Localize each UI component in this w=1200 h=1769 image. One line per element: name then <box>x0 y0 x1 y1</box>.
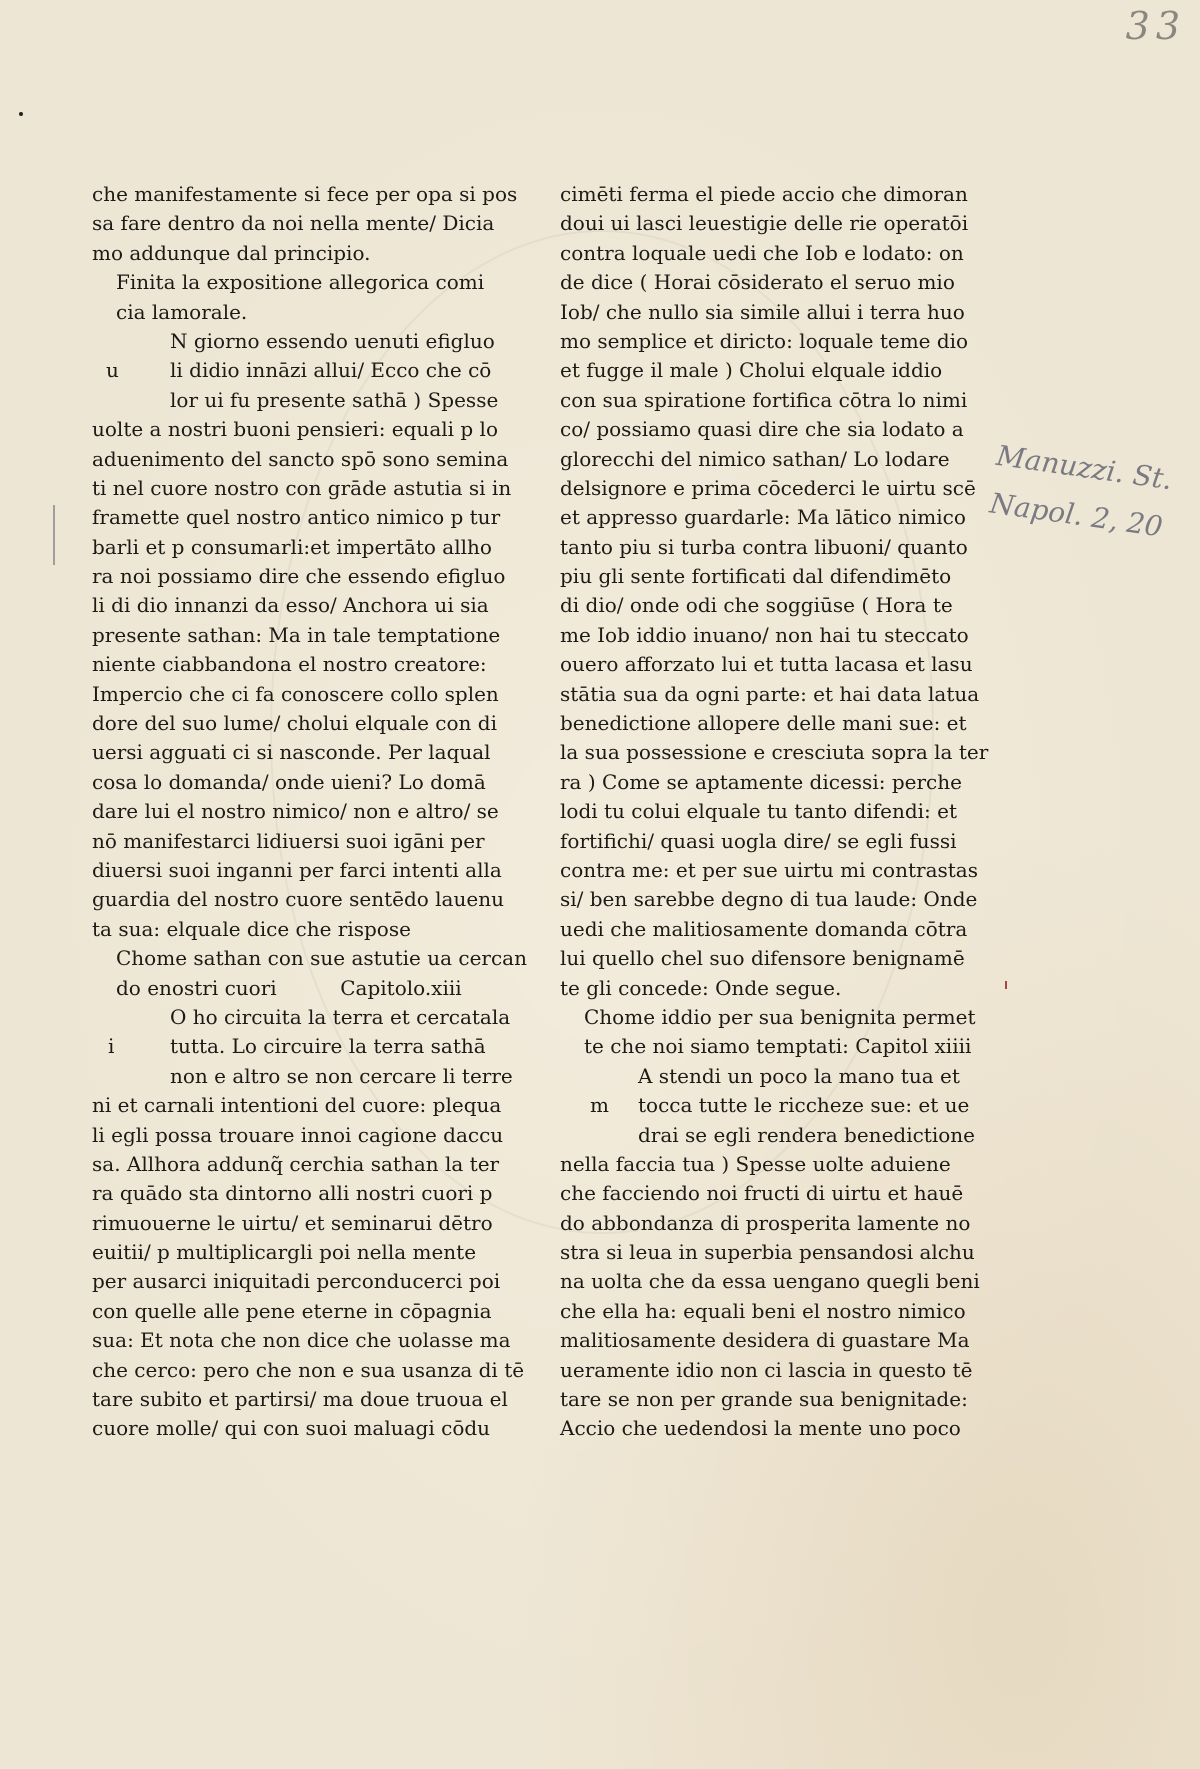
text-line: benedictione allopere delle mani sue: et <box>560 711 967 736</box>
text-line: mo addunque dal principio. <box>92 240 371 265</box>
text-line: lor ui fu presente sathā ) Spesse <box>170 387 499 412</box>
text-line: Iob/ che nullo sia simile allui i terra huo <box>560 299 965 324</box>
text-line: ra ) Come se aptamente dicessi: perche <box>560 769 962 794</box>
text-line: lui quello chel suo difensore benignamē <box>560 946 965 971</box>
text-line: te gli concede: Onde segue. <box>560 975 842 1000</box>
text-line-content: li didio innāzi allui/ Ecco che cō <box>170 358 492 383</box>
text-line: ni et carnali intentioni del cuore: plequa <box>92 1093 502 1118</box>
text-line: li di dio innanzi da esso/ Anchora ui sia <box>92 593 489 618</box>
text-line: sa fare dentro da noi nella mente/ Dicia <box>92 211 495 236</box>
text-line: che manifestamente si fece per opa si pos <box>92 182 518 206</box>
text-line: di dio/ onde odi che soggiūse ( Hora te <box>560 593 953 618</box>
text-line: de dice ( Horai cōsiderato el seruo mio <box>560 270 955 295</box>
text-line: ta sua: elquale dice che rispose <box>92 916 411 941</box>
text-line: lodi tu colui elquale tu tanto difendi: et <box>560 799 958 824</box>
initial-guide-letter: i <box>108 1034 115 1059</box>
text-line: rimuouerne le uirtu/ et seminarui dētro <box>92 1210 493 1235</box>
text-line: non e altro se non cercare li terre <box>170 1063 513 1088</box>
text-line: uolte a nostri buoni pensieri: equali p lo <box>92 417 498 442</box>
text-line: la sua possessione e cresciuta sopra la ter <box>560 740 989 765</box>
text-line: euitii/ p multiplicargli poi nella mente <box>92 1240 477 1265</box>
text-line: piu gli sente fortificati dal difendimēto <box>560 564 952 589</box>
text-line: tare subito et partirsi/ ma doue truoua el <box>92 1387 508 1412</box>
text-line: N giorno essendo uenuti efigluo <box>170 328 495 353</box>
text-line: framette quel nostro antico nimico p tur <box>92 505 501 530</box>
text-line <box>560 1091 990 1120</box>
text-line: et appresso guardarle: Ma lātico nimico <box>560 505 966 530</box>
text-line: stātia sua da ogni parte: et hai data latua <box>560 681 980 706</box>
text-line: glorecchi del nimico sathan/ Lo lodare <box>560 446 950 471</box>
text-line: cimēti ferma el piede accio che dimoran <box>560 182 968 206</box>
text-line: stra si leua in superbia pensandosi alchu <box>560 1240 975 1265</box>
text-line: sa. Allhora addunq̃ cerchia sathan la ter <box>92 1151 500 1176</box>
text-line: cuore molle/ qui con suoi maluagi cōdu <box>92 1416 491 1441</box>
marginal-note-line: Manuzzi. St. <box>994 438 1175 497</box>
ink-dot <box>19 112 23 116</box>
text-line: et fugge il male ) Cholui elquale iddio <box>560 358 943 383</box>
text-line: me Iob iddio inuano/ non hai tu steccato <box>560 622 969 647</box>
text-line: fortifichi/ quasi uogla dire/ se egli fussi <box>560 828 957 853</box>
text-line: O ho circuita la terra et cercatala <box>170 1004 511 1029</box>
initial-guide-letter: u <box>106 358 119 383</box>
text-line: con quelle alle pene eterne in cōpagnia <box>92 1298 492 1323</box>
chapter-heading: Chome sathan con sue astutie ua cercan <box>116 946 527 971</box>
text-line: niente ciabbandona el nostro creatore: <box>92 652 487 677</box>
section-heading: Finita la expositione allegorica comi <box>116 270 485 295</box>
text-line: dore del suo lume/ cholui elquale con di <box>92 711 497 736</box>
right-column <box>560 180 990 1444</box>
text-line: contra me: et per sue uirtu mi contrastas <box>560 857 978 882</box>
text-line: ra quādo sta dintorno alli nostri cuori p <box>92 1181 493 1206</box>
text-line: Accio che uedendosi la mente uno poco <box>560 1416 961 1441</box>
text-line: malitiosamente desidera di guastare Ma <box>560 1328 970 1353</box>
text-line: Impercio che ci fa conoscere collo splen <box>92 681 499 706</box>
marginal-note-line: Napol. 2, 20 <box>987 486 1165 544</box>
rubric-tick <box>1005 981 1013 989</box>
text-line: ueramente idio non ci lascia in questo tē <box>560 1357 973 1382</box>
text-line: sua: Et nota che non dice che uolasse ma <box>92 1328 511 1353</box>
section-heading: cia lamorale. <box>116 299 248 324</box>
text-line: con sua spiratione fortifica cōtra lo nimi <box>560 387 968 412</box>
text-line: co/ possiamo quasi dire che sia lodato a <box>560 417 964 442</box>
text-line: che facciendo noi fructi di uirtu et hauē <box>560 1181 964 1206</box>
chapter-heading: te che noi siamo temptati: Capitol xiiii <box>584 1034 972 1059</box>
text-line: cosa lo domanda/ onde uieni? Lo domā <box>92 769 486 794</box>
text-line-content: tutta. Lo circuire la terra sathā <box>170 1034 486 1059</box>
text-line: do abbondanza di prosperita lamente no <box>560 1210 971 1235</box>
text-line: uersi agguati ci si nasconde. Per laqual <box>92 740 491 765</box>
text-line: aduenimento del sancto spō sono semina <box>92 446 509 471</box>
initial-guide-letter: m <box>590 1093 609 1118</box>
text-line: per ausarci iniquitadi perconducerci poi <box>92 1269 501 1294</box>
text-line: ti nel cuore nostro con grāde astutia si in <box>92 475 512 500</box>
text-line: contra loquale uedi che Iob e lodato: on <box>560 240 964 265</box>
text-line-content: tocca tutte le riccheze sue: et ue <box>638 1093 970 1118</box>
text-line: nella faccia tua ) Spesse uolte aduiene <box>560 1151 951 1176</box>
chapter-heading: Chome iddio per sua benignita permet <box>584 1004 976 1029</box>
text-line: A stendi un poco la mano tua et <box>638 1063 960 1088</box>
text-line: ra noi possiamo dire che essendo efigluo <box>92 564 506 589</box>
folio-number: 33 <box>1125 4 1186 48</box>
text-line: presente sathan: Ma in tale temptatione <box>92 622 501 647</box>
text-line: si/ ben sarebbe degno di tua laude: Onde <box>560 887 978 912</box>
text-line: tanto piu si turba contra libuoni/ quanto <box>560 534 968 559</box>
text-line <box>92 1032 532 1061</box>
text-line: diuersi suoi inganni per farci intenti alla <box>92 857 502 882</box>
chapter-heading: do enostri cuori Capitolo.xiii <box>116 975 462 1000</box>
text-line: uedi che malitiosamente domanda cōtra <box>560 916 968 941</box>
text-line: delsignore e prima cōcederci le uirtu scē <box>560 475 976 500</box>
left-column <box>92 180 532 1444</box>
text-line: nō manifestarci lidiuersi suoi igāni per <box>92 828 485 853</box>
text-line: dare lui el nostro nimico/ non e altro/ se <box>92 799 499 824</box>
text-line: tare se non per grande sua benignitade: <box>560 1387 968 1412</box>
text-line <box>92 356 532 385</box>
text-line: na uolta che da essa uengano quegli beni <box>560 1269 980 1294</box>
text-line: drai se egli rendera benedictione <box>638 1122 975 1147</box>
text-line: che ella ha: equali beni el nostro nimico <box>560 1298 966 1323</box>
text-line: doui ui lasci leuestigie delle rie operatōi <box>560 211 969 236</box>
margin-mark <box>53 505 55 565</box>
text-line: ouero afforzato lui et tutta lacasa et lasu <box>560 652 973 677</box>
text-line: li egli possa trouare innoi cagione daccu <box>92 1122 504 1147</box>
text-line: barli et p consumarli:et impertāto allho <box>92 534 492 559</box>
text-line: guardia del nostro cuore sentēdo lauenu <box>92 887 504 912</box>
text-line: che cerco: pero che non e sua usanza di tē <box>92 1357 525 1382</box>
text-line: mo semplice et diricto: loquale teme dio <box>560 328 969 353</box>
